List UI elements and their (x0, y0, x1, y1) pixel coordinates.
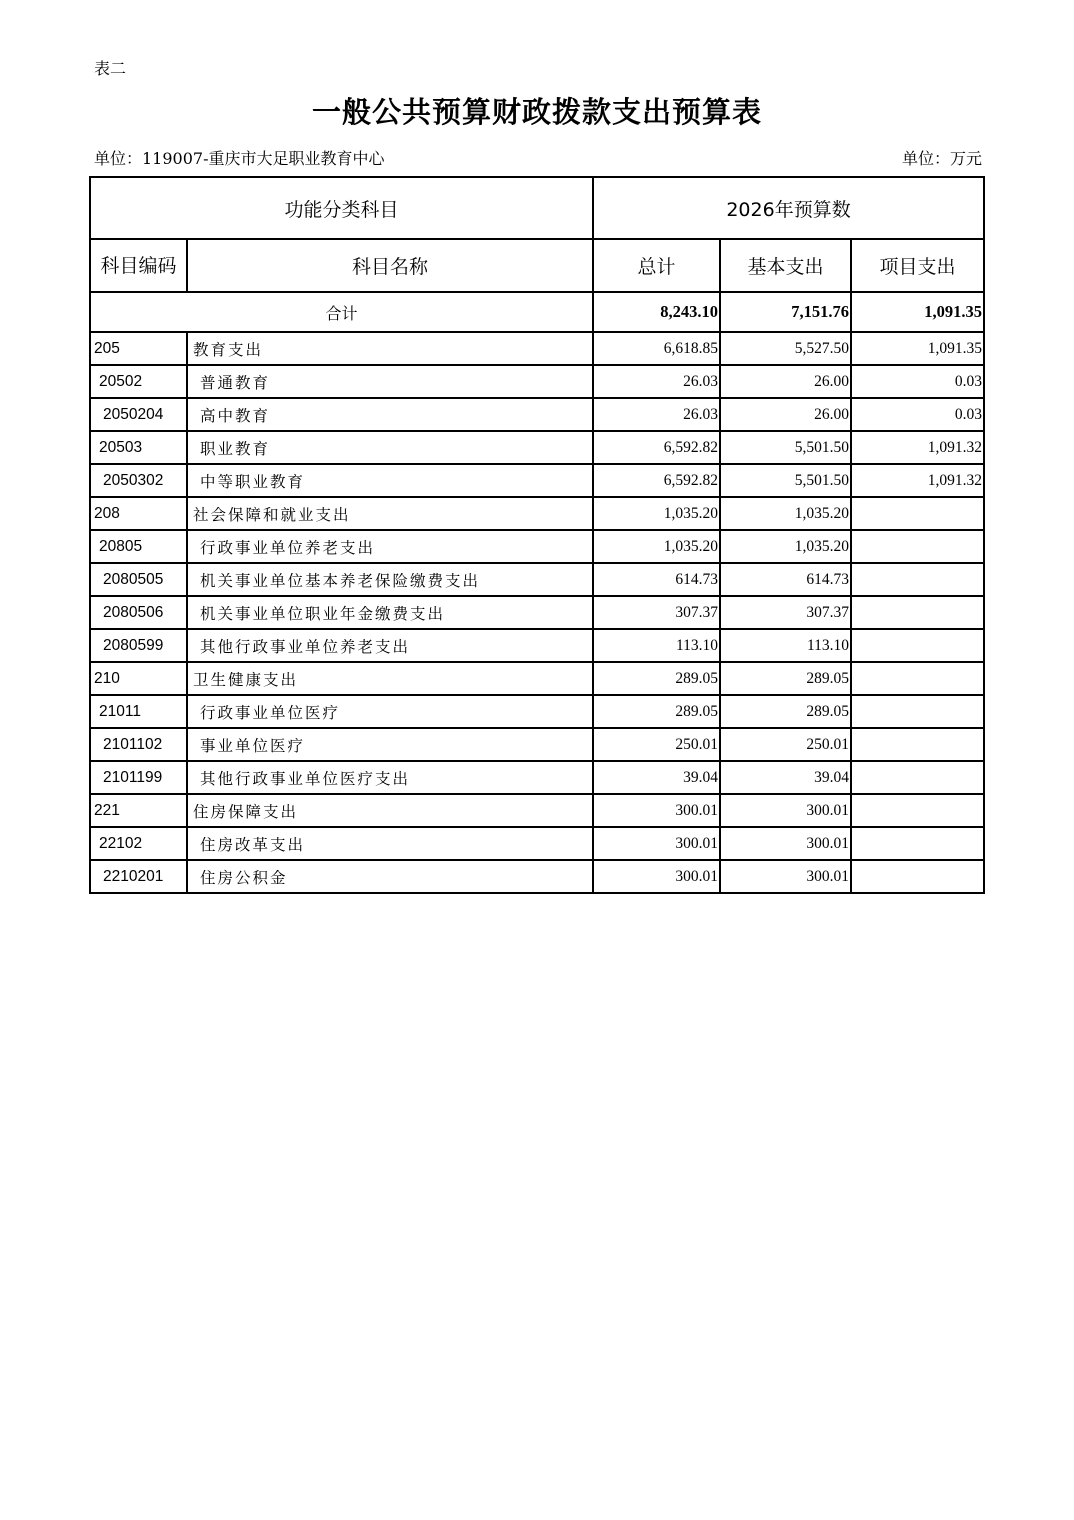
row-name: 职业教育 (187, 431, 593, 464)
row-code: 20503 (90, 431, 187, 464)
row-project: 0.03 (851, 365, 984, 398)
row-total: 6,618.85 (593, 332, 720, 365)
table-row (90, 860, 984, 893)
row-project: 0.03 (851, 398, 984, 431)
row-code: 20502 (90, 365, 187, 398)
row-basic: 5,501.50 (720, 431, 851, 464)
total-project: 1,091.35 (851, 292, 984, 332)
row-code: 210 (90, 662, 187, 695)
total-label: 合计 (90, 292, 593, 332)
table-row (90, 365, 984, 398)
row-basic: 39.04 (720, 761, 851, 794)
table-row (90, 332, 984, 365)
row-project: 1,091.32 (851, 464, 984, 497)
row-basic: 26.00 (720, 365, 851, 398)
row-name: 高中教育 (187, 398, 593, 431)
row-basic: 5,527.50 (720, 332, 851, 365)
budget-table (89, 176, 985, 894)
row-name: 机关事业单位职业年金缴费支出 (187, 596, 593, 629)
header-total: 总计 (593, 239, 720, 292)
row-name: 卫生健康支出 (187, 662, 593, 695)
table-row (90, 431, 984, 464)
row-name: 行政事业单位医疗 (187, 695, 593, 728)
row-basic: 300.01 (720, 827, 851, 860)
row-name: 社会保障和就业支出 (187, 497, 593, 530)
row-basic: 26.00 (720, 398, 851, 431)
row-total: 300.01 (593, 827, 720, 860)
header-func-class: 功能分类科目 (90, 177, 593, 239)
row-total: 289.05 (593, 695, 720, 728)
row-total: 307.37 (593, 596, 720, 629)
row-code: 22102 (90, 827, 187, 860)
table-row (90, 530, 984, 563)
row-basic: 289.05 (720, 695, 851, 728)
row-basic: 289.05 (720, 662, 851, 695)
row-project (851, 530, 984, 563)
row-basic: 300.01 (720, 794, 851, 827)
table-row (90, 398, 984, 431)
row-project (851, 662, 984, 695)
row-basic: 300.01 (720, 860, 851, 893)
row-total: 6,592.82 (593, 464, 720, 497)
page-title: 一般公共预算财政拨款支出预算表 (311, 95, 762, 129)
row-project: 1,091.35 (851, 332, 984, 365)
row-basic: 1,035.20 (720, 497, 851, 530)
row-total: 300.01 (593, 794, 720, 827)
row-basic: 250.01 (720, 728, 851, 761)
table-row (90, 827, 984, 860)
row-code: 20805 (90, 530, 187, 563)
row-code: 21011 (90, 695, 187, 728)
row-code: 2080599 (90, 629, 187, 662)
row-project (851, 563, 984, 596)
table-row (90, 662, 984, 695)
table-row (90, 728, 984, 761)
row-code: 2080505 (90, 563, 187, 596)
row-name: 住房公积金 (187, 860, 593, 893)
row-name: 其他行政事业单位医疗支出 (187, 761, 593, 794)
row-total: 1,035.20 (593, 530, 720, 563)
row-name: 事业单位医疗 (187, 728, 593, 761)
row-project (851, 497, 984, 530)
row-name: 机关事业单位基本养老保险缴费支出 (187, 563, 593, 596)
row-basic: 307.37 (720, 596, 851, 629)
row-basic: 614.73 (720, 563, 851, 596)
row-basic: 5,501.50 (720, 464, 851, 497)
row-code: 2050204 (90, 398, 187, 431)
row-project (851, 827, 984, 860)
header-name: 科目名称 (187, 239, 593, 292)
row-basic: 1,035.20 (720, 530, 851, 563)
row-project: 1,091.32 (851, 431, 984, 464)
table-row (90, 629, 984, 662)
row-project (851, 860, 984, 893)
row-total: 6,592.82 (593, 431, 720, 464)
row-code: 221 (90, 794, 187, 827)
header-basic: 基本支出 (720, 239, 851, 292)
table-row (90, 794, 984, 827)
row-total: 289.05 (593, 662, 720, 695)
row-total: 300.01 (593, 860, 720, 893)
row-project (851, 794, 984, 827)
header-code: 科目编码 (90, 239, 187, 292)
row-project (851, 596, 984, 629)
row-total: 26.03 (593, 365, 720, 398)
table-row (90, 761, 984, 794)
row-name: 住房改革支出 (187, 827, 593, 860)
row-basic: 113.10 (720, 629, 851, 662)
table-row (90, 464, 984, 497)
row-total: 250.01 (593, 728, 720, 761)
row-code: 2210201 (90, 860, 187, 893)
row-code: 208 (90, 497, 187, 530)
table-tag: 表二 (94, 59, 127, 78)
total-basic: 7,151.76 (720, 292, 851, 332)
table-row (90, 596, 984, 629)
header-budget-year: 2026年预算数 (593, 177, 984, 239)
total-total: 8,243.10 (593, 292, 720, 332)
table-row (90, 695, 984, 728)
row-code: 2101102 (90, 728, 187, 761)
unit-currency: 单位：万元 (901, 149, 982, 168)
row-total: 614.73 (593, 563, 720, 596)
row-name: 普通教育 (187, 365, 593, 398)
row-name: 中等职业教育 (187, 464, 593, 497)
row-project (851, 728, 984, 761)
row-project (851, 695, 984, 728)
row-name: 行政事业单位养老支出 (187, 530, 593, 563)
row-name: 其他行政事业单位养老支出 (187, 629, 593, 662)
row-code: 2050302 (90, 464, 187, 497)
row-project (851, 629, 984, 662)
row-total: 39.04 (593, 761, 720, 794)
table-row (90, 563, 984, 596)
row-name: 教育支出 (187, 332, 593, 365)
row-code: 2101199 (90, 761, 187, 794)
row-total: 1,035.20 (593, 497, 720, 530)
unit-organization: 单位：119007-重庆市大足职业教育中心 (94, 149, 385, 168)
row-total: 26.03 (593, 398, 720, 431)
table-row (90, 497, 984, 530)
row-code: 205 (90, 332, 187, 365)
total-row (90, 292, 984, 332)
header-project: 项目支出 (851, 239, 984, 292)
row-name: 住房保障支出 (187, 794, 593, 827)
row-code: 2080506 (90, 596, 187, 629)
row-project (851, 761, 984, 794)
row-total: 113.10 (593, 629, 720, 662)
